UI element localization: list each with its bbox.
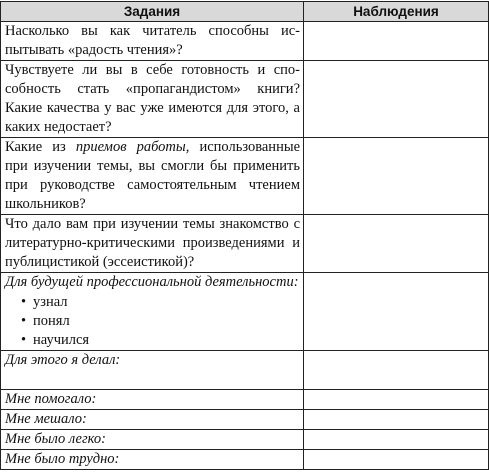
- table-row: [1, 61, 489, 138]
- table-row: [1, 138, 489, 215]
- task-cell: [1, 273, 304, 351]
- observation-cell[interactable]: [304, 390, 489, 410]
- list-item: • понял: [21, 312, 300, 331]
- task-cell: Мне было легко:: [1, 430, 304, 450]
- emphasis-text: приемов работы,: [75, 139, 190, 155]
- observation-cell[interactable]: [304, 351, 489, 390]
- task-text: Какие из: [5, 139, 76, 155]
- header-row: [1, 2, 489, 22]
- section-title: Для будущей профессиональной деятельности:: [5, 274, 299, 290]
- list-item: • научился: [21, 331, 300, 350]
- task-cell: Мне было трудно:: [1, 450, 304, 470]
- header-observations: Наблюдения: [304, 2, 489, 22]
- observation-cell[interactable]: [304, 215, 489, 273]
- observation-cell[interactable]: [304, 430, 489, 450]
- task-cell: [1, 138, 304, 215]
- observation-cell[interactable]: [304, 22, 489, 61]
- table-row: [1, 273, 489, 351]
- observation-cell[interactable]: [304, 273, 489, 351]
- table-row: [1, 410, 489, 430]
- table-row: [1, 351, 489, 390]
- bullet-list: [5, 293, 300, 350]
- table-row: [1, 22, 489, 61]
- observation-cell[interactable]: [304, 138, 489, 215]
- observation-cell[interactable]: [304, 410, 489, 430]
- list-item: • узнал: [21, 293, 300, 312]
- task-cell: Насколько вы как читатель способны испытывать «радость чтения»?: [1, 22, 304, 61]
- task-cell: Что дало вам при изучении темы знакомство с литературно-критическими произведениями и публицистикой (эссеистикой)?: [1, 215, 304, 273]
- task-cell: Мне помогало:: [1, 390, 304, 410]
- table-row: [1, 430, 489, 450]
- task-cell: Для этого я делал:: [1, 351, 304, 390]
- reflection-table: [0, 1, 489, 470]
- task-text: использованные при изучении темы, вы смогли бы применить при руководстве самостоятельным чтением школьников?: [5, 139, 301, 212]
- task-cell: Чувствуете ли вы в себе готовность и способность стать «пропагандистом» книги? Какие качества у вас уже имеются для этого, а каких недостает?: [1, 61, 304, 138]
- observation-cell[interactable]: [304, 450, 489, 470]
- observation-cell[interactable]: [304, 61, 489, 138]
- table-row: [1, 450, 489, 470]
- table-row: [1, 215, 489, 273]
- task-cell: Мне мешало:: [1, 410, 304, 430]
- table-row: [1, 390, 489, 410]
- header-tasks: Задания: [1, 2, 304, 22]
